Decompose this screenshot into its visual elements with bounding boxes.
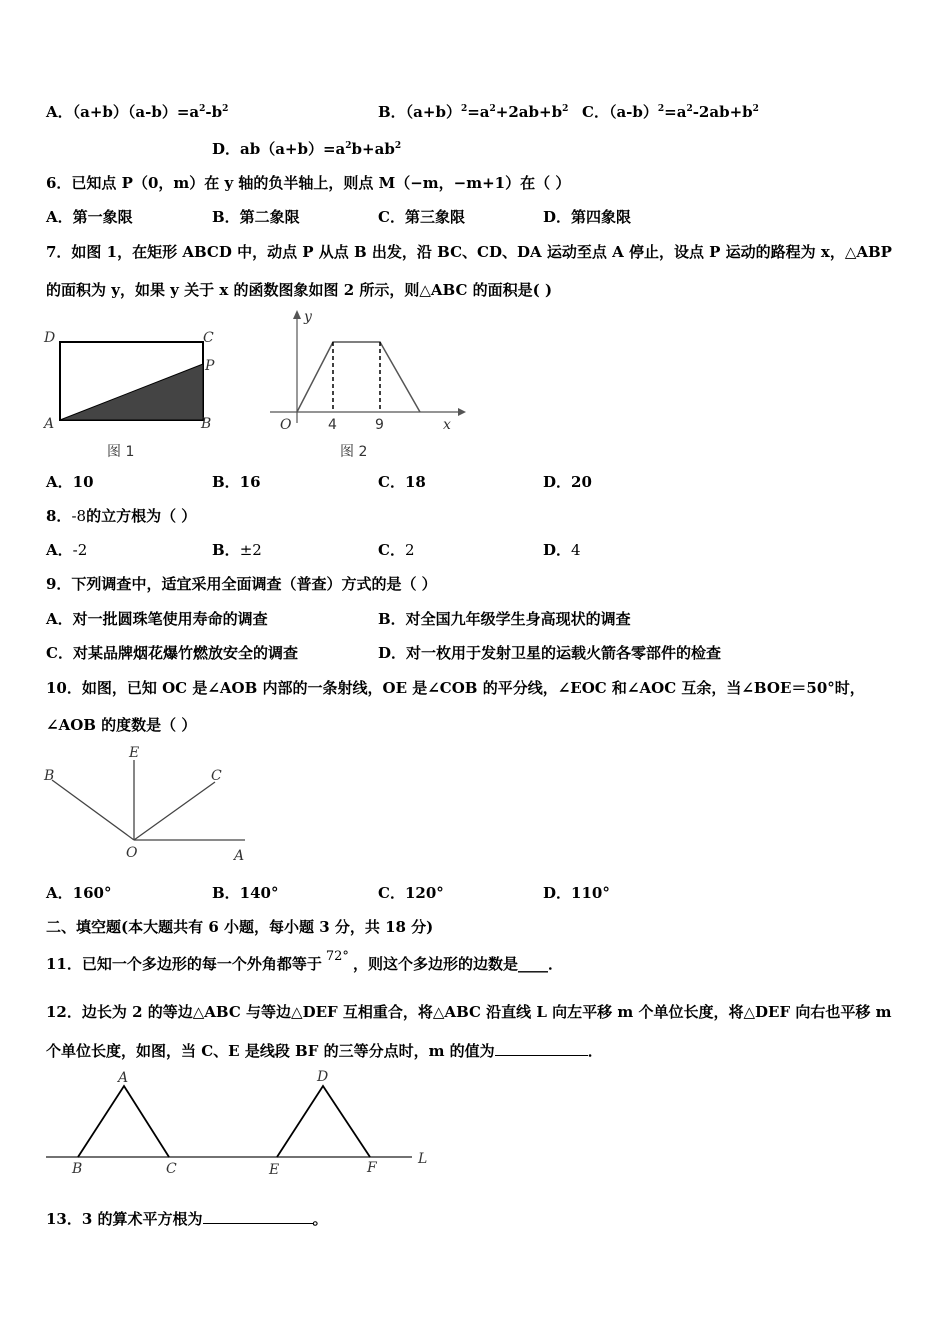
- q10-angle-figure: [40, 742, 260, 872]
- triangle-def: [277, 1086, 370, 1157]
- q7-option-c: C．18: [378, 473, 426, 491]
- label-y: y: [304, 309, 312, 325]
- tick-9: 9: [375, 417, 384, 433]
- tick-4: 4: [328, 417, 337, 433]
- q10-stem-line2: ∠AOB 的度数是（ ）: [46, 716, 197, 734]
- q6-stem: 6．已知点 P（0，m）在 y 轴的负半轴上，则点 M（−m，−m+1）在（ ）: [46, 174, 571, 192]
- label-p: P: [205, 358, 215, 374]
- q7-stem-line1: 7．如图 1，在矩形 ABCD 中，动点 P 从点 B 出发，沿 BC、CD、DA 运动至点 A 停止，设点 P 运动的路程为 x，△ABP: [46, 243, 892, 261]
- figure-2-caption: 图 2: [340, 444, 368, 460]
- section-2-heading: 二、填空题(本大题共有 6 小题，每小题 3 分，共 18 分): [46, 918, 434, 936]
- label-origin: O: [280, 417, 292, 433]
- label-d: D: [317, 1069, 329, 1085]
- q7-figure-1: [40, 322, 230, 462]
- function-graph: [297, 342, 420, 412]
- label-x: x: [443, 417, 451, 433]
- triangle-abc: [78, 1086, 169, 1157]
- q12-stem-line2: 个单位长度，如图，当 C、E 是线段 BF 的三等分点时，m 的值为 ．: [46, 1042, 603, 1060]
- q9-option-d: D．对一枚用于发射卫星的运载火箭各零部件的检查: [378, 644, 722, 662]
- figure-1-caption: 图 1: [107, 444, 135, 460]
- label-a: A: [118, 1070, 129, 1086]
- x-axis-arrow: [458, 408, 466, 416]
- q8-option-c: C．2: [378, 541, 415, 559]
- y-axis-arrow: [293, 310, 301, 319]
- q6-option-d: D．第四象限: [543, 208, 632, 226]
- q9-option-a: A．对一批圆珠笔使用寿命的调查: [46, 610, 268, 628]
- q6-option-a: A．第一象限: [46, 208, 133, 226]
- label-c: C: [203, 330, 214, 346]
- label-c: C: [211, 768, 222, 784]
- triangle-abp-shaded: [60, 364, 203, 420]
- q9-stem: 9．下列调查中，适宜采用全面调查（普查）方式的是（ ）: [46, 575, 437, 593]
- q8-option-d: D．4: [543, 541, 581, 559]
- q7-option-d: D．20: [543, 473, 592, 491]
- q11-stem: 11．已知一个多边形的每一个外角都等于 72° ，则这个多边形的边数是____．: [46, 949, 563, 973]
- q12-stem-line1: 12．边长为 2 的等边△ABC 与等边△DEF 互相重合，将△ABC 沿直线 L 向左平移 m 个单位长度，将△DEF 向右也平移 m: [46, 1003, 892, 1021]
- q13-stem: 13．3 的算术平方根为 。: [46, 1210, 328, 1228]
- q8-option-b: B．±2: [212, 541, 262, 559]
- label-f: F: [367, 1160, 377, 1176]
- q6-option-b: B．第二象限: [212, 208, 300, 226]
- q7-option-a: A．10: [46, 473, 94, 491]
- q10-option-d: D．110°: [543, 884, 610, 902]
- q5-option-d: D．$ab(a+b)=a^2b+ab^2$: [212, 140, 402, 158]
- q7-stem-line2: 的面积为 y，如果 y 关于 x 的函数图象如图 2 所示，则△ABC 的面积是( ): [46, 281, 553, 299]
- q9-option-b: B．对全国九年级学生身高现状的调查: [378, 610, 631, 628]
- q10-stem-line1: 10．如图，已知 OC 是∠AOB 内部的一条射线，OE 是∠COB 的平分线，∠EOC 和∠AOC 互余，当∠BOE＝50°时，: [46, 679, 865, 697]
- q13-answer-blank[interactable]: [203, 1208, 313, 1224]
- q12-answer-blank[interactable]: [495, 1040, 588, 1056]
- q10-option-b: B．140°: [212, 884, 279, 902]
- q8-stem: 8．-8的立方根为（ ）: [46, 507, 197, 525]
- q7-figure-2: [260, 305, 470, 465]
- q12-triangles-figure: [40, 1066, 440, 1181]
- label-c: C: [166, 1161, 177, 1177]
- q5-option-a: A．$(a+b)(a-b)=a^2-b^2$: [46, 103, 229, 121]
- q6-option-c: C．第三象限: [378, 208, 465, 226]
- ray-oc: [134, 782, 215, 840]
- q10-option-c: C．120°: [378, 884, 444, 902]
- q8-option-a: A．-2: [46, 541, 88, 559]
- label-e: E: [269, 1162, 280, 1178]
- ray-ob: [52, 780, 134, 840]
- q5-option-b: B．$(a+b)^2=a^2+2ab+b^2$: [378, 103, 569, 121]
- label-d: D: [44, 330, 56, 346]
- label-b: B: [201, 416, 212, 432]
- label-l: L: [418, 1151, 428, 1167]
- label-b: B: [72, 1161, 83, 1177]
- label-e: E: [129, 745, 140, 761]
- q10-option-a: A．160°: [46, 884, 112, 902]
- label-a: A: [234, 848, 245, 864]
- label-b: B: [44, 768, 55, 784]
- label-a: A: [44, 416, 55, 432]
- q9-option-c: C．对某品牌烟花爆竹燃放安全的调查: [46, 644, 298, 662]
- q5-option-c: C．$(a-b)^2=a^2-2ab+b^2$: [582, 103, 759, 121]
- q7-option-b: B．16: [212, 473, 261, 491]
- label-o: O: [126, 845, 138, 861]
